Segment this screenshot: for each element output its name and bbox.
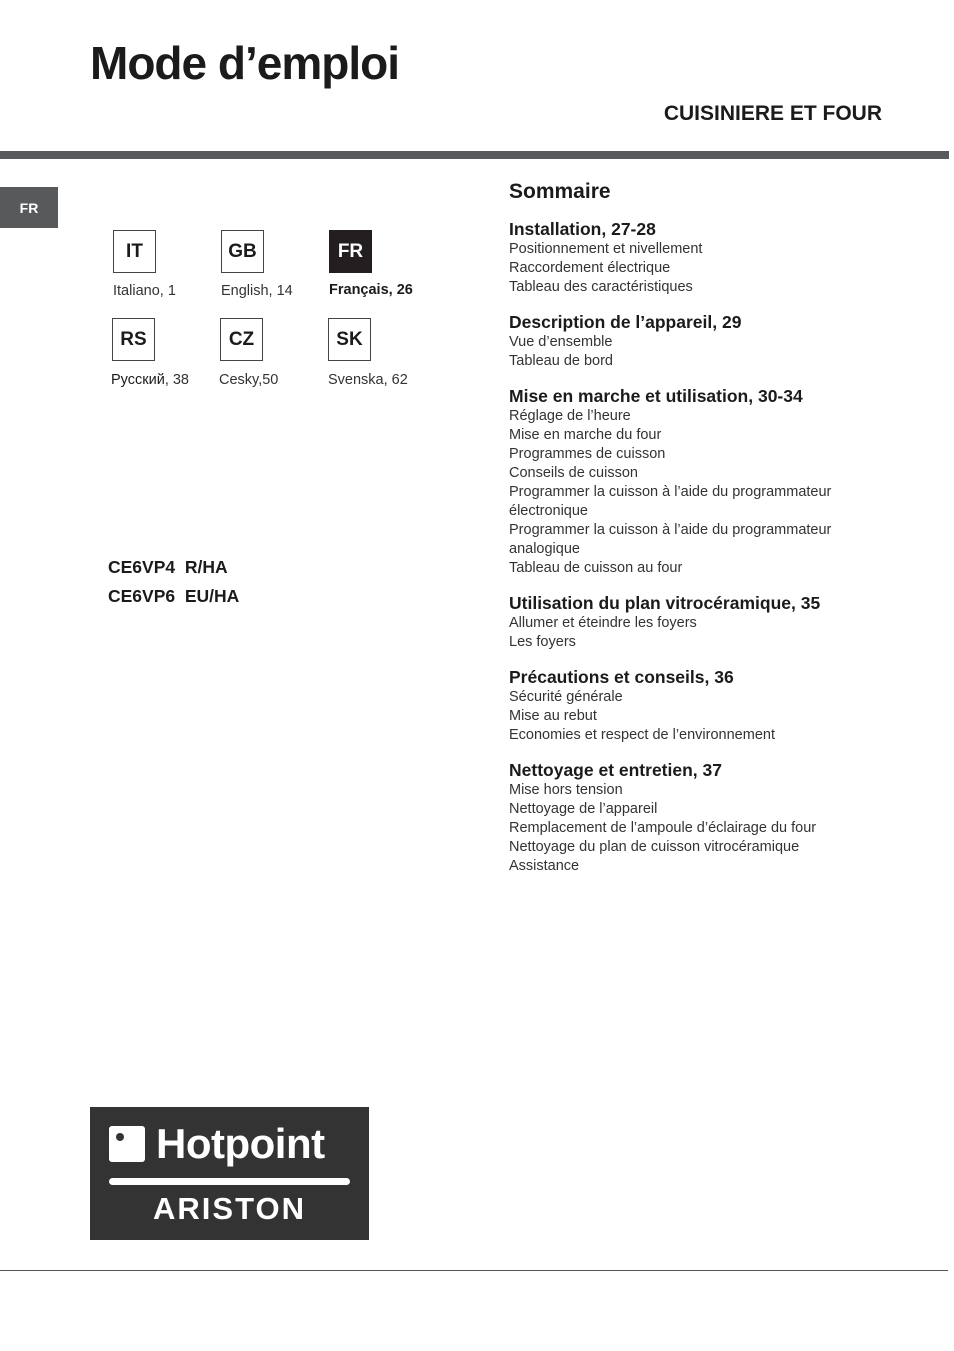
toc-section-title[interactable]: Nettoyage et entretien, 37	[509, 760, 722, 780]
language-label-fr[interactable]: Français, 26	[329, 282, 413, 298]
logo-sub-text: ARISTON	[153, 1191, 306, 1226]
toc-item[interactable]: Assistance	[509, 858, 580, 874]
language-box-rs[interactable]: RS	[112, 318, 155, 361]
toc-item[interactable]: Conseils de cuisson	[509, 465, 638, 481]
toc-item[interactable]: Programmes de cuisson	[509, 446, 666, 462]
header-divider	[0, 151, 949, 159]
toc-item[interactable]: Tableau de cuisson au four	[509, 560, 683, 576]
language-label-sk[interactable]: Svenska, 62	[328, 372, 408, 388]
language-box-gb[interactable]: GB	[221, 230, 264, 273]
page-title: Mode d’emploi	[90, 37, 399, 89]
toc-item[interactable]: Programmer la cuisson à l’aide du programmateur analogique	[509, 522, 832, 557]
toc-heading: Sommaire	[509, 180, 611, 203]
toc-item[interactable]: Positionnement et nivellement	[509, 241, 703, 257]
toc-item[interactable]: Sécurité générale	[509, 689, 623, 705]
toc-section-vitroceramique	[509, 593, 889, 652]
language-label-gb[interactable]: English, 14	[221, 283, 293, 299]
toc-item[interactable]: Economies et respect de l’environnement	[509, 727, 775, 743]
toc-section-title[interactable]: Utilisation du plan vitrocéramique, 35	[509, 593, 821, 613]
toc-section-description	[509, 312, 889, 371]
page-subtitle: CUISINIERE ET FOUR	[663, 102, 882, 125]
toc-section-installation	[509, 219, 889, 297]
toc-item[interactable]: Tableau des caractéristiques	[509, 279, 693, 295]
language-label-cz[interactable]: Cesky,50	[219, 372, 279, 388]
logo-divider	[109, 1178, 350, 1185]
model-list	[108, 553, 239, 611]
toc-item[interactable]: Allumer et éteindre les foyers	[509, 615, 697, 631]
language-side-tab: FR	[0, 187, 58, 228]
language-box-fr[interactable]: FR	[329, 230, 372, 273]
toc-item[interactable]: Programmer la cuisson à l’aide du programmateur électronique	[509, 484, 832, 519]
language-box-sk[interactable]: SK	[328, 318, 371, 361]
toc-item[interactable]: Nettoyage de l’appareil	[509, 801, 658, 817]
language-label-it[interactable]: Italiano, 1	[113, 283, 176, 299]
toc-section-title[interactable]: Précautions et conseils, 36	[509, 667, 734, 687]
toc-item[interactable]: Nettoyage du plan de cuisson vitrocéramique	[509, 839, 800, 855]
toc-item[interactable]: Remplacement de l’ampoule d’éclairage du four	[509, 820, 817, 836]
model-number: CE6VP6 EU/HA	[108, 586, 240, 606]
logo-square-icon	[109, 1126, 145, 1162]
toc-item[interactable]: Mise au rebut	[509, 708, 597, 724]
logo-brand-text: Hotpoint	[156, 1120, 325, 1167]
toc-item[interactable]: Raccordement électrique	[509, 260, 671, 276]
table-of-contents	[509, 180, 889, 891]
hotpoint-ariston-logo	[90, 1107, 369, 1240]
language-box-it[interactable]: IT	[113, 230, 156, 273]
toc-section-title[interactable]: Mise en marche et utilisation, 30-34	[509, 386, 803, 406]
toc-item[interactable]: Mise hors tension	[509, 782, 623, 798]
toc-section-precautions	[509, 667, 889, 745]
toc-item[interactable]: Vue d’ensemble	[509, 334, 613, 350]
language-box-cz[interactable]: CZ	[220, 318, 263, 361]
language-label-rs-name: Русский	[111, 372, 165, 388]
toc-item[interactable]: Mise en marche du four	[509, 427, 662, 443]
toc-item[interactable]: Tableau de bord	[509, 353, 613, 369]
footer-divider	[0, 1270, 948, 1271]
language-label-rs[interactable]	[111, 372, 189, 388]
toc-item[interactable]: Les foyers	[509, 634, 576, 650]
toc-section-title[interactable]: Installation, 27-28	[509, 219, 656, 239]
toc-section-utilisation	[509, 386, 889, 578]
language-label-rs-page: , 38	[164, 372, 189, 388]
toc-section-nettoyage	[509, 760, 889, 876]
toc-item[interactable]: Réglage de l’heure	[509, 408, 631, 424]
toc-section-title[interactable]: Description de l’appareil, 29	[509, 312, 742, 332]
model-number: CE6VP4 R/HA	[108, 557, 228, 577]
